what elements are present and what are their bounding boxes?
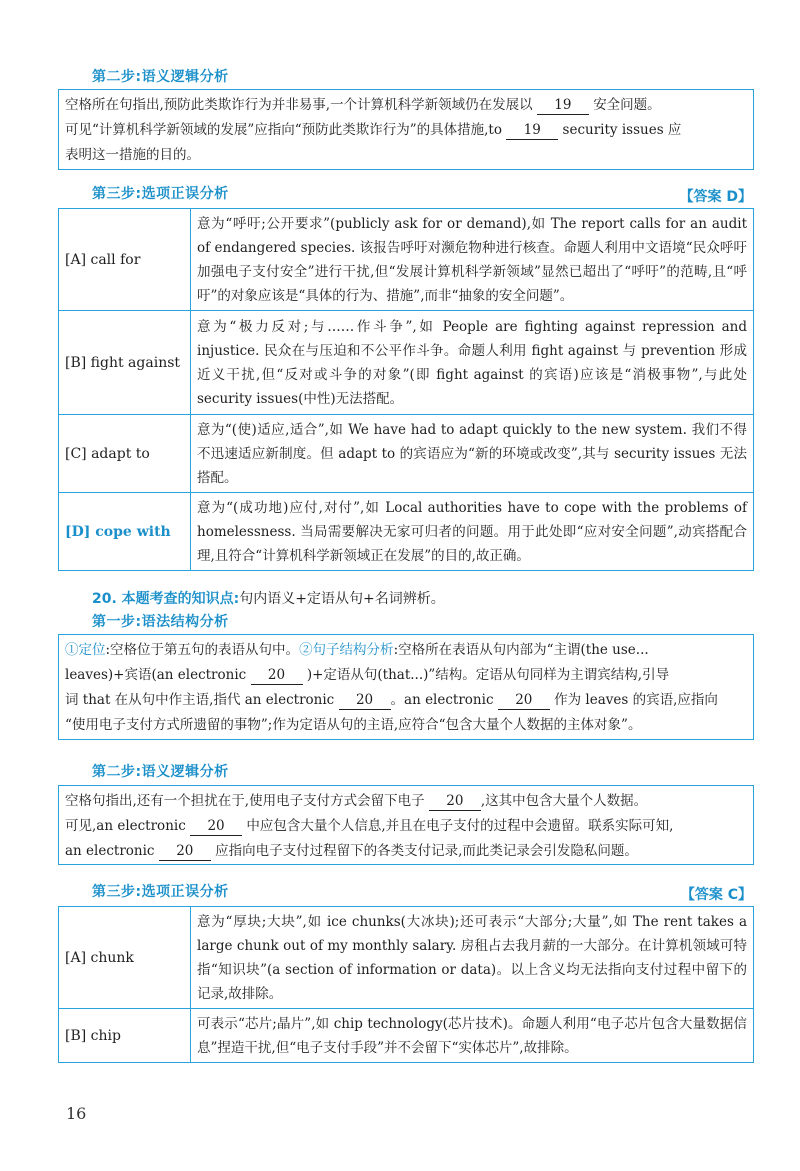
option-explanation: 意为“呼吁;公开要求”(publicly ask for or demand),如 The report calls for an audit of endangered species. 该报告呼吁对濒危物种进行核查。命题人利用中文语境“民众呼吁加强电子支付安全”进行干扰,但“发展计算机科学新领域”显然已超出了“呼吁”的范畴,且“呼吁”的对象应该是“具体的行为、措施”,而非“抽象的安全问题”。 [191, 209, 754, 311]
option-row [59, 311, 754, 415]
question-20-heading: 20. 本题考查的知识点:句内语义+定语从句+名词辨析。 [92, 591, 445, 607]
blank-20: 20 [429, 792, 481, 811]
option-key-correct: [D] cope with [59, 493, 191, 571]
blank-20: 20 [159, 842, 211, 861]
option-row [59, 415, 754, 493]
option-explanation: 意为“(使)适应,适合”,如 We have had to adapt quickly to the new system. 我们不得不迅速适应新制度。但 adapt to 的宾语应为“新的环境或改变”,其与 security issues 无法搭配。 [191, 415, 754, 493]
option-key: [A] chunk [59, 907, 191, 1009]
option-row [59, 1009, 754, 1063]
answer-label-q19: 【答案 D】 [679, 189, 752, 205]
option-key: [C] adapt to [59, 415, 191, 493]
step1-title-q20: 第一步:语法结构分析 [92, 614, 229, 630]
blank-20: 20 [190, 817, 242, 836]
options-table-q20 [58, 906, 754, 1063]
option-explanation: 可表示“芯片;晶片”,如 chip technology(芯片技术)。命题人利用“电子芯片包含大量数据信息”捏造干扰,但“电子支付手段”并不会留下“实体芯片”,故排除。 [191, 1009, 754, 1063]
option-explanation: 意为“(成功地)应付,对付”,如 Local authorities have to cope with the problems of homelessness. 当局需要解决无家可归者的问题。用于此处即“应对安全问题”,动宾搭配合理,且符合“计算机科学新领域正在发展”的目的,故正确。 [191, 493, 754, 571]
option-explanation: 意为“厚块;大块”,如 ice chunks(大冰块);还可表示“大部分;大量”,如 The rent takes a large chunk out of my monthly salary. 房租占去我月薪的一大部分。在计算机领域可特指“知识块”(a section of information or data)。以上含义均无法指向支付过程中留下的记录,故排除。 [191, 907, 754, 1009]
option-key: [A] call for [59, 209, 191, 311]
option-row [59, 209, 754, 311]
semantic-analysis-box-q20: 空格句指出,还有一个担扰在于,使用电子支付方式会留下电子 20 ,这其中包含大量个人数据。 可见,an electronic 20 中应包含大量个人信息,并且在电子支付的过程中会遗留。联系实际可知, an electronic 20 应指向电子支付过程留下的各类支付记录,而此类记录会引发隐私问题。 [58, 785, 754, 865]
step3-title-q19: 第三步:选项正误分析 [92, 186, 229, 202]
blank-19: 19 [506, 121, 558, 140]
option-row [59, 907, 754, 1009]
blank-20: 20 [498, 691, 550, 710]
grammar-analysis-box-q20: ①定位:空格位于第五句的表语从句中。②句子结构分析:空格所在表语从句内部为“主谓(the use... leaves)+宾语(an electronic 20 )+定语从句(that...)”结构。定语从句同样为主谓宾结构,引导 词 that 在从句中作主语,指代 an electronic 20 。an electronic 20 作为 leaves 的宾语,应指向 “使用电子支付方式所遗留的事物”;作为定语从句的主语,应符合“包含大量个人数据的主体对象”。 [58, 634, 754, 740]
step2-title-q19: 第二步:语义逻辑分析 [92, 69, 229, 85]
blank-20: 20 [251, 666, 303, 685]
options-table-q19 [58, 208, 754, 571]
option-explanation: 意为“极力反对;与……作斗争”,如 People are fighting against repression and injustice. 民众在与压迫和不公平作斗争。命题人利用 fight against 与 prevention 形成近义干扰,但“反对或斗争的对象”(即 fight against 的宾语)应该是“消极事物”,与此处 security issues(中性)无法搭配。 [191, 311, 754, 415]
option-key: [B] fight against [59, 311, 191, 415]
step3-title-q20: 第三步:选项正误分析 [92, 884, 229, 900]
answer-label-q20: 【答案 C】 [680, 887, 752, 903]
step2-title-q20: 第二步:语义逻辑分析 [92, 764, 229, 780]
blank-19: 19 [537, 96, 589, 115]
option-row [59, 493, 754, 571]
blank-20: 20 [339, 691, 391, 710]
page-number: 16 [66, 1104, 87, 1123]
semantic-analysis-box-q19: 空格所在句指出,预防此类欺诈行为并非易事,一个计算机科学新领域仍在发展以 19 安全问题。 可见“计算机科学新领域的发展”应指向“预防此类欺诈行为”的具体措施,to 19 security issues 应 表明这一措施的目的。 [58, 89, 754, 170]
option-key: [B] chip [59, 1009, 191, 1063]
